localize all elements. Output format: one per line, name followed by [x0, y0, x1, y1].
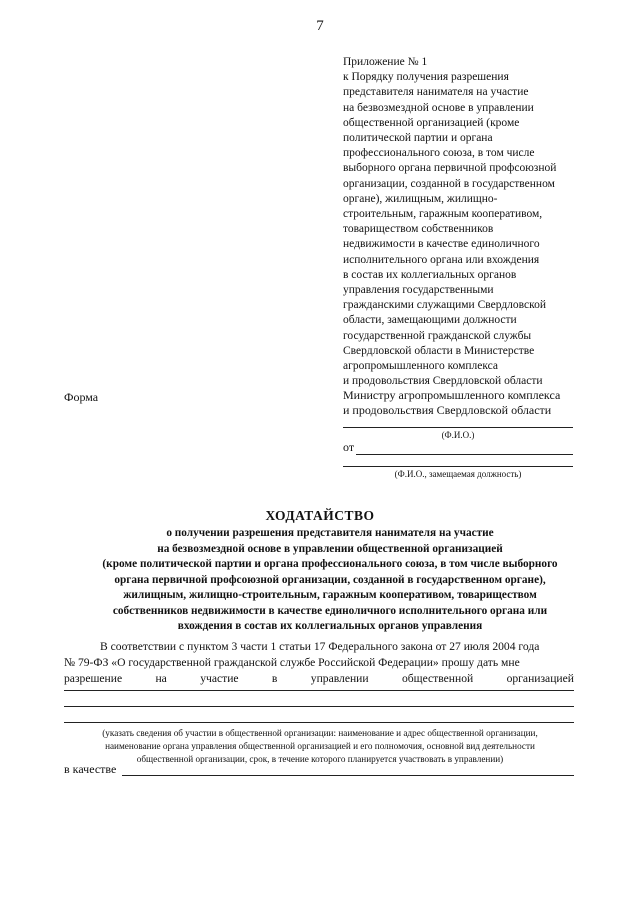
body-line-3 — [64, 671, 574, 687]
body-word: организацией — [506, 672, 574, 685]
organization-blank-line-3[interactable] — [64, 722, 574, 723]
appendix-line: Приложение № 1 — [343, 56, 428, 68]
subtitle-line: (кроме политической партии и органа профессионального союза, в том числе выборного — [102, 558, 558, 570]
hint-line: общественной организации, срок, в течение которого планируется участвовать в управлении) — [136, 754, 504, 764]
appendix-line: области, замещающими должности — [343, 314, 517, 327]
appendix-line: организации, созданной в государственном — [343, 177, 555, 190]
hint-line: наименование органа управления общественной организацией и его полномочия, основной вид деятельности — [105, 741, 535, 751]
document-subtitle — [40, 526, 620, 635]
body-word: общественной — [401, 672, 474, 685]
appendix-line: и продовольствия Свердловской области — [343, 375, 543, 388]
appendix-line: недвижимости в качестве единоличного — [343, 238, 540, 251]
appendix-line: исполнительного органа или вхождения — [343, 253, 540, 266]
subtitle-line: органа первичной профсоюзной организации, созданной в государственном органе), — [114, 573, 546, 586]
from-label: от — [343, 440, 355, 454]
addressee-block — [343, 388, 560, 418]
capacity-label: в качестве — [64, 762, 117, 776]
body-word: управлении — [310, 672, 369, 685]
body-line-2: № 79-ФЗ «О государственной гражданской службе Российской Федерации» прошу дать мне — [64, 656, 520, 669]
body-paragraph — [64, 639, 574, 687]
body-word: разрешение — [64, 672, 123, 685]
subtitle-line: вхождения в состав их коллегиальных органов управления — [177, 620, 483, 632]
fio-caption: (Ф.И.О.) — [441, 430, 475, 440]
appendix-line: общественной организацией (кроме — [343, 116, 520, 129]
appendix-line: строительным, гаражным кооперативом, — [343, 208, 543, 221]
appendix-line: Свердловской области в Министерстве — [343, 344, 535, 357]
organization-blank-line-2[interactable] — [64, 706, 574, 707]
from-caption: (Ф.И.О., замещаемая должность) — [394, 469, 522, 479]
appendix-line: выборного органа первичной профсоюзной — [343, 162, 557, 175]
capacity-blank-line[interactable] — [122, 775, 574, 776]
appendix-line: на безвозмездной основе в управлении — [343, 101, 534, 114]
appendix-line: гражданскими служащими Свердловской — [343, 299, 547, 312]
appendix-line: профессионального союза, в том числе — [343, 147, 535, 160]
subtitle-line: собственников недвижимости в качестве единоличного исполнительного органа или — [112, 604, 548, 617]
body-line-1: В соответствии с пунктом 3 части 1 статьи 17 Федерального закона от 27 июля 2004 года — [100, 640, 540, 653]
document-title: ХОДАТАЙСТВО — [265, 508, 375, 523]
organization-hint — [60, 727, 580, 766]
appendix-line: агропромышленного комплекса — [343, 360, 499, 373]
body-word: на — [155, 672, 167, 685]
appendix-line: в состав их коллегиальных органов — [343, 268, 517, 281]
hint-line: (указать сведения об участии в общественной организации: наименование и адрес общественной организации, — [102, 728, 538, 738]
body-word: в — [271, 672, 278, 685]
appendix-block — [343, 55, 623, 389]
subtitle-line: на безвозмездной основе в управлении общественной организацией — [157, 542, 503, 555]
appendix-line: представителя нанимателя на участие — [343, 86, 529, 99]
appendix-line: органе), жилищным, жилищно- — [343, 192, 498, 205]
from-blank-line-2[interactable] — [343, 466, 573, 467]
appendix-line: товариществом собственников — [343, 223, 494, 236]
form-label: Форма — [64, 390, 99, 404]
appendix-line: управления государственными — [343, 284, 494, 297]
addressee-line-1: Министру агропромышленного комплекса — [343, 388, 561, 402]
fio-blank-line[interactable] — [343, 427, 573, 428]
appendix-line: политической партии и органа — [343, 132, 493, 145]
from-blank-line-1[interactable] — [356, 454, 573, 455]
appendix-line: к Порядку получения разрешения — [343, 71, 509, 84]
page-number: 7 — [316, 18, 324, 34]
subtitle-line: жилищным, жилищно-строительным, гаражным кооперативом, товариществом — [123, 589, 537, 601]
addressee-line-2: и продовольствия Свердловской области — [343, 403, 552, 417]
subtitle-line: о получении разрешения представителя нанимателя на участие — [166, 527, 494, 539]
appendix-line: государственной гражданской службы — [343, 329, 532, 342]
organization-blank-line-1[interactable] — [64, 690, 574, 691]
body-word: участие — [200, 672, 239, 685]
